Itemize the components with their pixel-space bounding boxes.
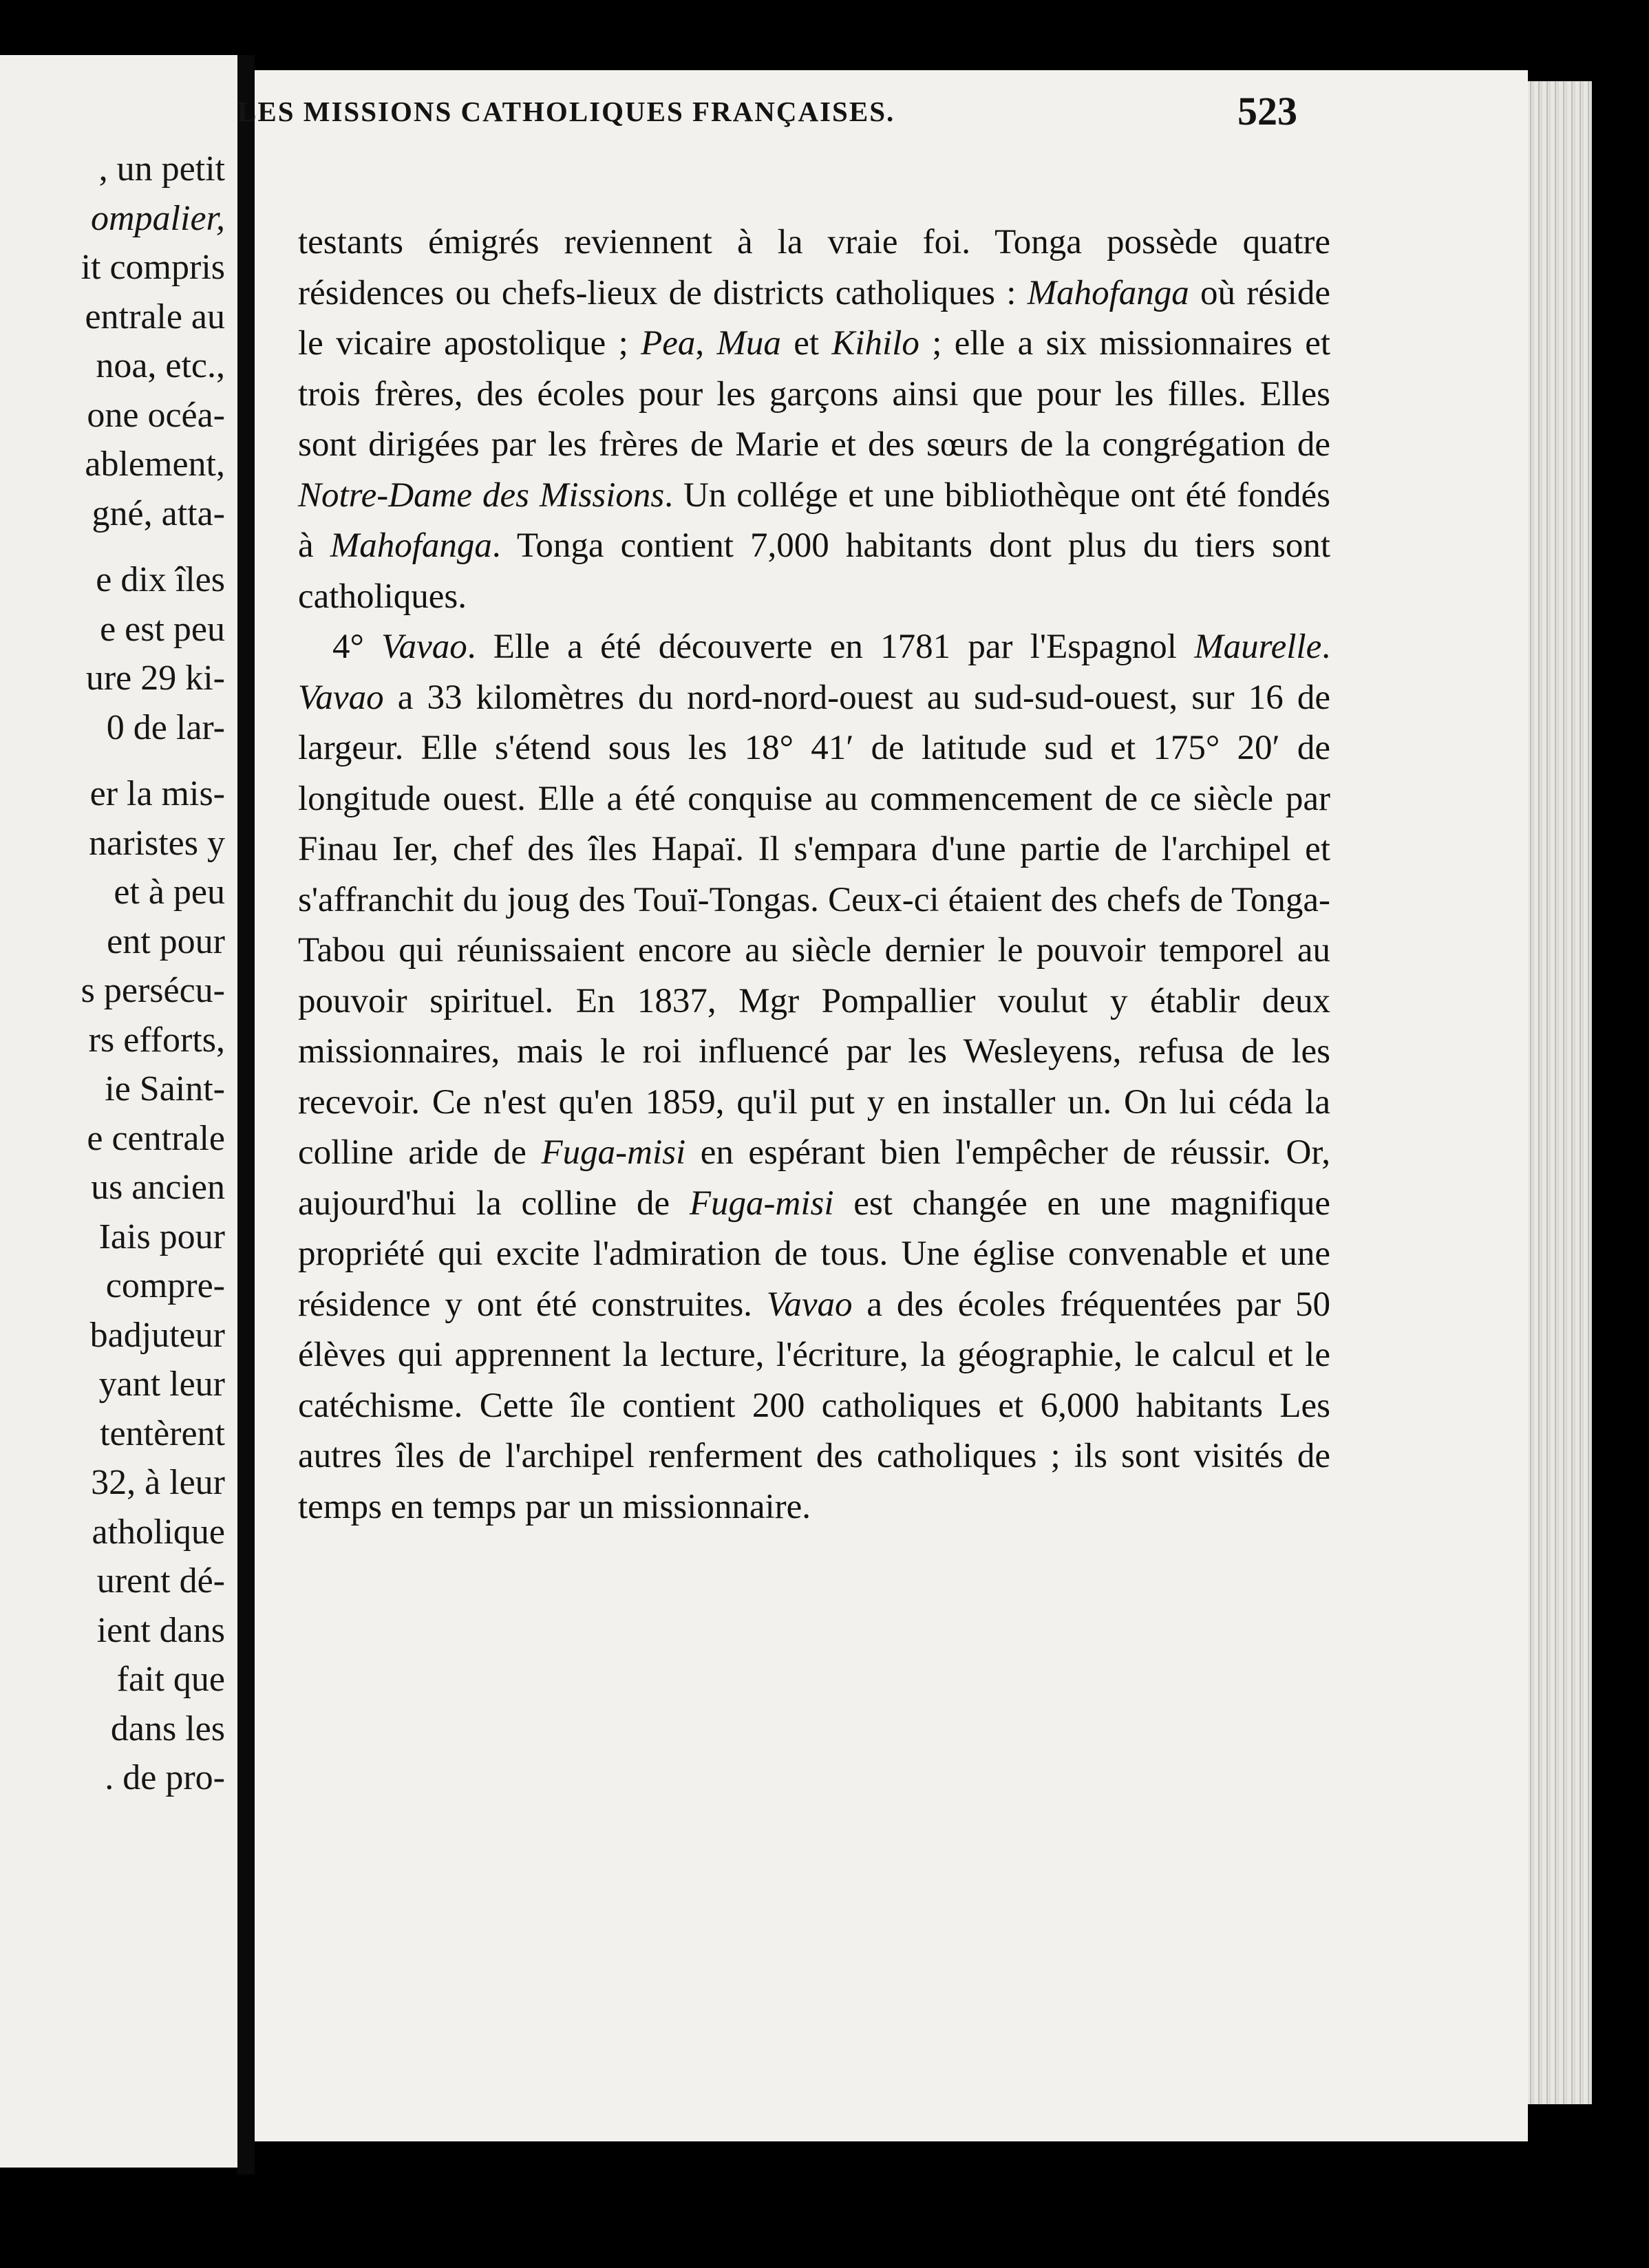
left-page-line: e centrale: [87, 1118, 225, 1158]
italic-text-run: Fuga-misi: [541, 1133, 686, 1172]
body-paragraph: [298, 217, 1330, 622]
left-page-line: 0 de lar-: [106, 707, 225, 747]
text-run: est changée en une magnifique propriété qui excite l'admiration de tous. Une église convenable et une résidence y ont été construites.: [298, 1184, 1331, 1324]
text-run: et: [780, 324, 832, 363]
text-run: testants émigrés reviennent à la vraie foi. Tonga possède quatre résidences ou chefs-lieux de districts catholiques :: [298, 223, 1330, 312]
left-page-line: e est peu: [100, 609, 225, 649]
book-gutter: [237, 55, 255, 2174]
text-run: où réside le vicaire apostolique ;: [298, 273, 1330, 363]
left-page-line: naristes y: [89, 823, 225, 863]
left-page-line: ient dans: [96, 1610, 225, 1650]
italic-text-run: Vavao: [766, 1285, 853, 1324]
italic-text-run: Maurelle: [1194, 628, 1322, 666]
text-run: . Elle a été découverte en 1781 par l'Espagnol: [467, 628, 1195, 666]
text-run: en espérant bien l'empêcher de réussir. Or, aujourd'hui la colline de: [298, 1133, 1331, 1223]
text-run: a des écoles fréquentées par 50 élèves qui apprennent la lecture, l'écriture, la géographie, le calcul et le catéchisme. Cette île contient 200 catholiques et 6,000 habitants Les autres îles de l'archipel renferment des catholiques ; ils sont visités de temps en temps par un missionnaire.: [298, 1285, 1330, 1526]
italic-text-run: Vavao: [298, 678, 384, 717]
italic-text-run: Pea: [641, 324, 696, 363]
italic-text-run: Kihilo: [831, 324, 919, 363]
page-number: 523: [1237, 89, 1297, 133]
left-page-line: gné, atta-: [92, 493, 225, 533]
text-run: . Un collége et une bibliothèque ont été fondés à: [298, 475, 1330, 565]
left-page-line: yant leur: [98, 1365, 225, 1404]
italic-text-run: Notre-Dame des Missions: [298, 475, 665, 515]
italic-text-run: Mahofanga: [330, 526, 492, 565]
text-run: a 33 kilomètres du nord-nord-ouest au sud-sud-ouest, sur 16 de largeur. Elle s'étend sous les 18° 41′ de latitude sud et 175° 20′ de longitude ouest. Elle a été conquise au commencement de ce siècle par Finau Ier, chef des îles Hapaï. Il s'empara d'une partie de l'archipel et s'affranchit du joug des Touï-Tongas. Ceux-ci étaient des chefs de Tonga-Tabou qui réunissaient encore au siècle dernier le pouvoir temporel au pouvoir spirituel. En 1837, Mgr Pompallier voulut y établir deux missionnaires, mais le roi influencé par les Wesleyens, refusa de les recevoir. Ce n'est qu'en 1859, qu'il put y en installer un. On lui céda la colline aride de: [298, 678, 1330, 1172]
italic-text-run: Mua: [716, 324, 781, 363]
text-run: ,: [695, 324, 717, 363]
left-page-line: s persécu-: [81, 971, 225, 1011]
running-title: LES MISSIONS CATHOLIQUES FRANÇAISES.: [237, 96, 895, 127]
text-run: 4°: [332, 628, 382, 666]
running-head: [237, 88, 1297, 133]
left-page-line: Iais pour: [98, 1217, 225, 1256]
left-page-line: ablement,: [85, 445, 225, 484]
left-page-line: 32, à leur: [91, 1463, 225, 1503]
left-page-line: ure 29 ki-: [85, 659, 225, 698]
left-page-line: it compris: [81, 248, 225, 287]
text-run: .: [1321, 628, 1330, 666]
left-page-fragment: [0, 55, 237, 2168]
body-paragraph: [298, 622, 1330, 1532]
left-page-line: compre-: [105, 1266, 225, 1306]
left-page-line: ie Saint-: [105, 1069, 225, 1109]
left-page-line: ompalier,: [91, 198, 225, 238]
left-page-line: entrale au: [85, 297, 225, 336]
left-page-line: rs efforts,: [88, 1020, 225, 1060]
italic-text-run: Mahofanga: [1027, 273, 1189, 312]
italic-text-run: Fuga-misi: [689, 1184, 834, 1223]
text-run: ; elle a six missionnaires et trois frères, des écoles pour les garçons ainsi que pour les filles. Elles sont dirigées par les frères de Marie et des sœurs de la congrégation de: [298, 324, 1330, 464]
left-page-line: dans les: [110, 1709, 225, 1748]
left-page-line: noa, etc.,: [96, 346, 225, 385]
left-page-line: fait que: [116, 1660, 225, 1700]
left-page-line: , un petit: [98, 149, 225, 189]
left-page-line: us ancien: [91, 1168, 225, 1208]
left-page-line: badjuteur: [89, 1315, 225, 1355]
left-page-line: ent pour: [107, 921, 225, 961]
body-text: [298, 217, 1330, 1532]
left-page-line: atholique: [92, 1512, 225, 1552]
italic-text-run: Vavao: [381, 628, 467, 666]
left-page-line: tentèrent: [100, 1413, 225, 1453]
left-page-line: urent dé-: [96, 1561, 225, 1601]
left-page-line: e dix îles: [96, 560, 225, 600]
left-page-line: et à peu: [114, 873, 225, 912]
left-page-line: . de pro-: [105, 1758, 225, 1798]
left-page-line: one océa-: [87, 395, 225, 435]
left-page-line: er la mis-: [89, 774, 225, 814]
text-run: . Tonga contient 7,000 habitants dont plus du tiers sont catholiques.: [298, 526, 1330, 616]
